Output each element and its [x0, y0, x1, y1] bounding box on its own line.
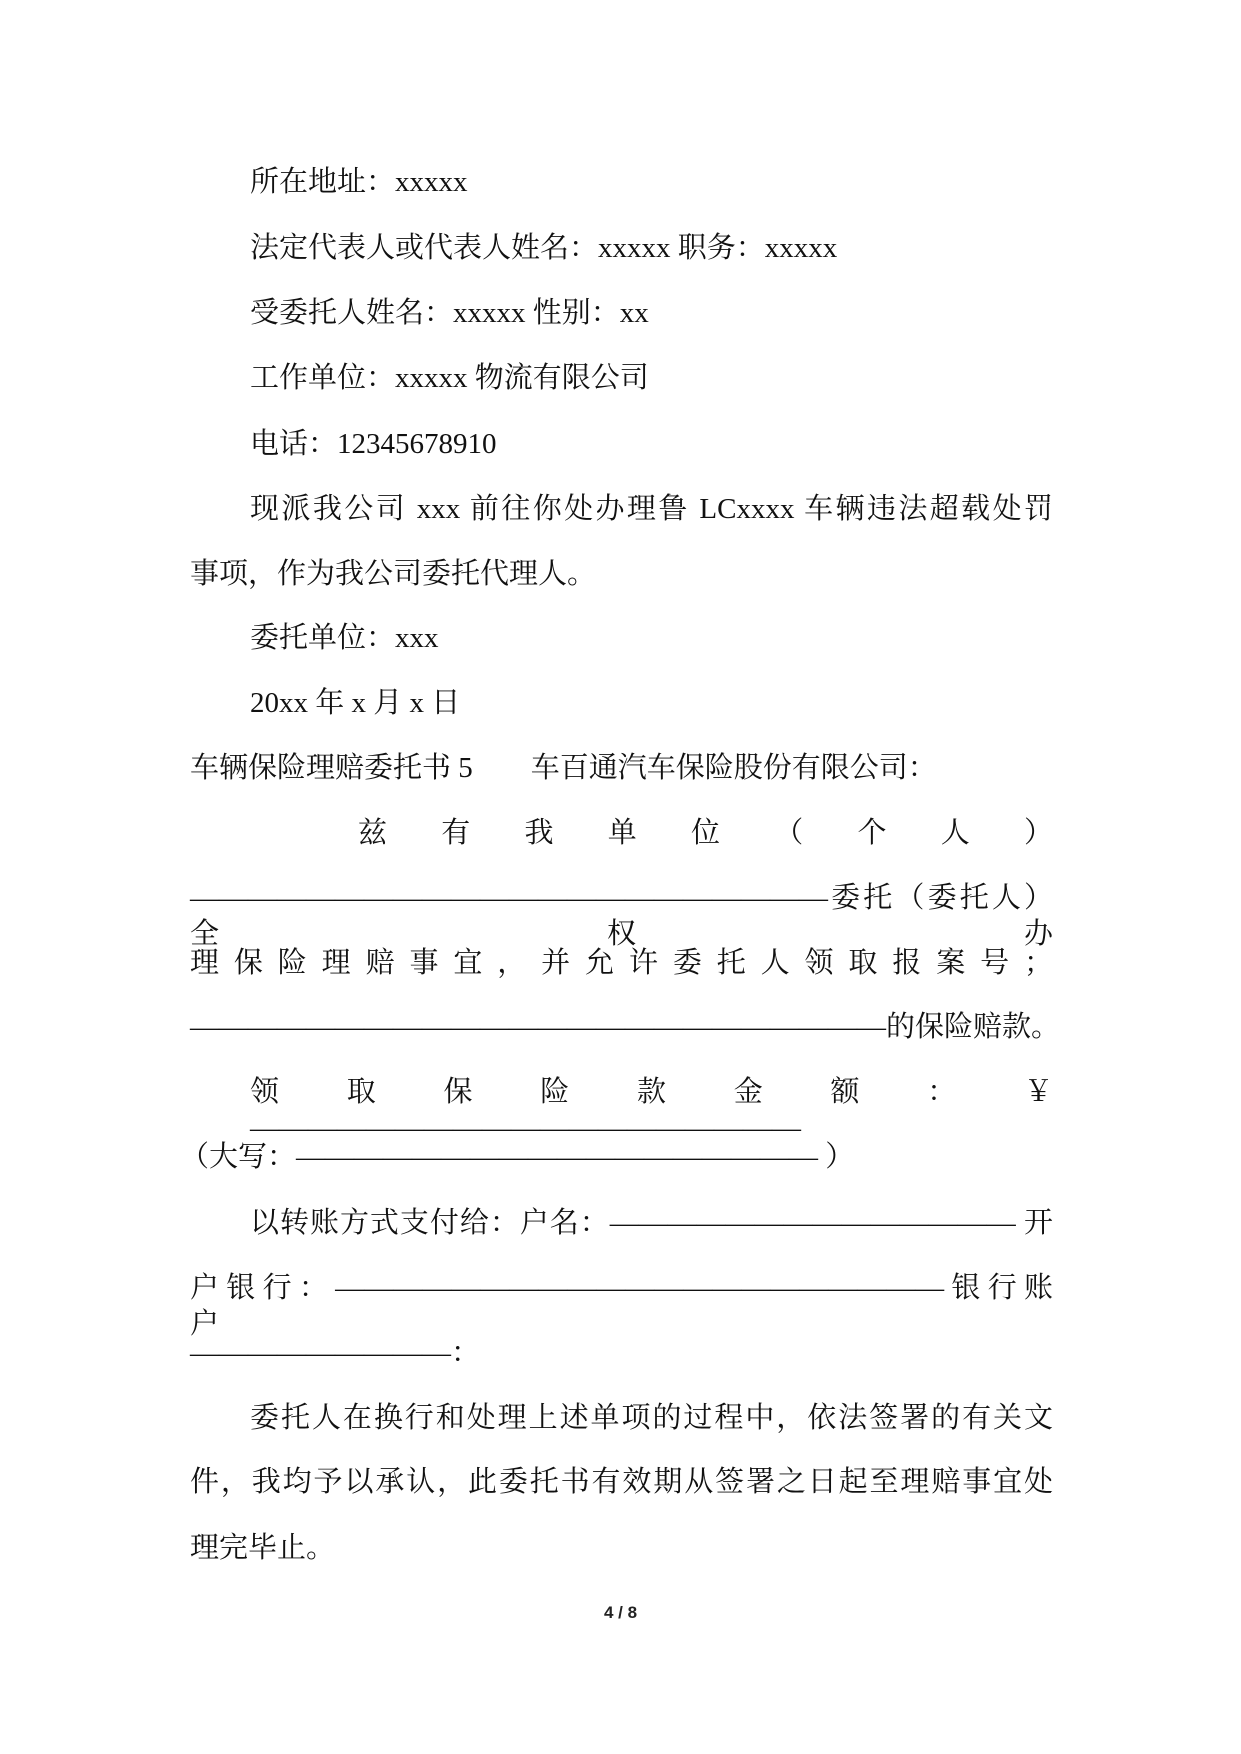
body-paragraph-line: 理完毕止。	[190, 1532, 336, 1564]
section-title-line: 车辆保险理赔委托书 5 车百通汽车保险股份有限公司：	[190, 752, 937, 784]
payment-line: 以转账方式支付给：户名：—————————————— 开	[250, 1207, 1053, 1239]
body-paragraph-line: ————————————————————————的保险赔款。	[190, 1011, 1061, 1043]
amount-line: 领取保险款金额：￥ ———————————————————	[250, 1076, 1053, 1144]
body-paragraph-line: 现派我公司 xxx 前往你处办理鲁 LCxxxx 车辆违法超载处罚	[250, 493, 1053, 525]
amount-uppercase-line: （大写：—————————————————— ）	[180, 1141, 855, 1173]
page-number: 4 / 8	[603, 1603, 638, 1622]
work-unit-line: 工作单位：xxxxx 物流有限公司	[250, 362, 649, 394]
trustee-name-line: 受委托人姓名：xxxxx 性别：xx	[250, 297, 649, 329]
body-paragraph-line: 委托人在换行和处理上述单项的过程中，依法签署的有关文	[250, 1402, 1053, 1434]
bank-line: 户 银 行 ： ————————————————————— 银 行 账 户	[190, 1272, 1053, 1340]
body-paragraph-line: ——————————————————————委托（委托人）全权办	[190, 882, 1053, 950]
address-line: 所在地址：xxxxx	[250, 166, 468, 198]
account-line: —————————：	[190, 1337, 481, 1369]
body-paragraph-line: 事项，作为我公司委托代理人。	[190, 558, 597, 590]
entrusting-unit-line: 委托单位：xxx	[250, 622, 439, 654]
body-paragraph-line: 兹 有 我 单 位 （ 个 人 ）	[358, 817, 1053, 849]
date-line: 20xx 年 x 月 x 日	[250, 687, 461, 719]
body-paragraph-line: 件，我均予以承认，此委托书有效期从签署之日起至理赔事宜处	[190, 1466, 1053, 1498]
phone-line: 电话：12345678910	[250, 428, 497, 460]
body-paragraph-line: 理 保 险 理 赔 事 宜 ， 并 允 许 委 托 人 领 取 报 案 号 ；	[190, 947, 1053, 979]
legal-representative-line: 法定代表人或代表人姓名：xxxxx 职务：xxxxx	[250, 232, 838, 264]
